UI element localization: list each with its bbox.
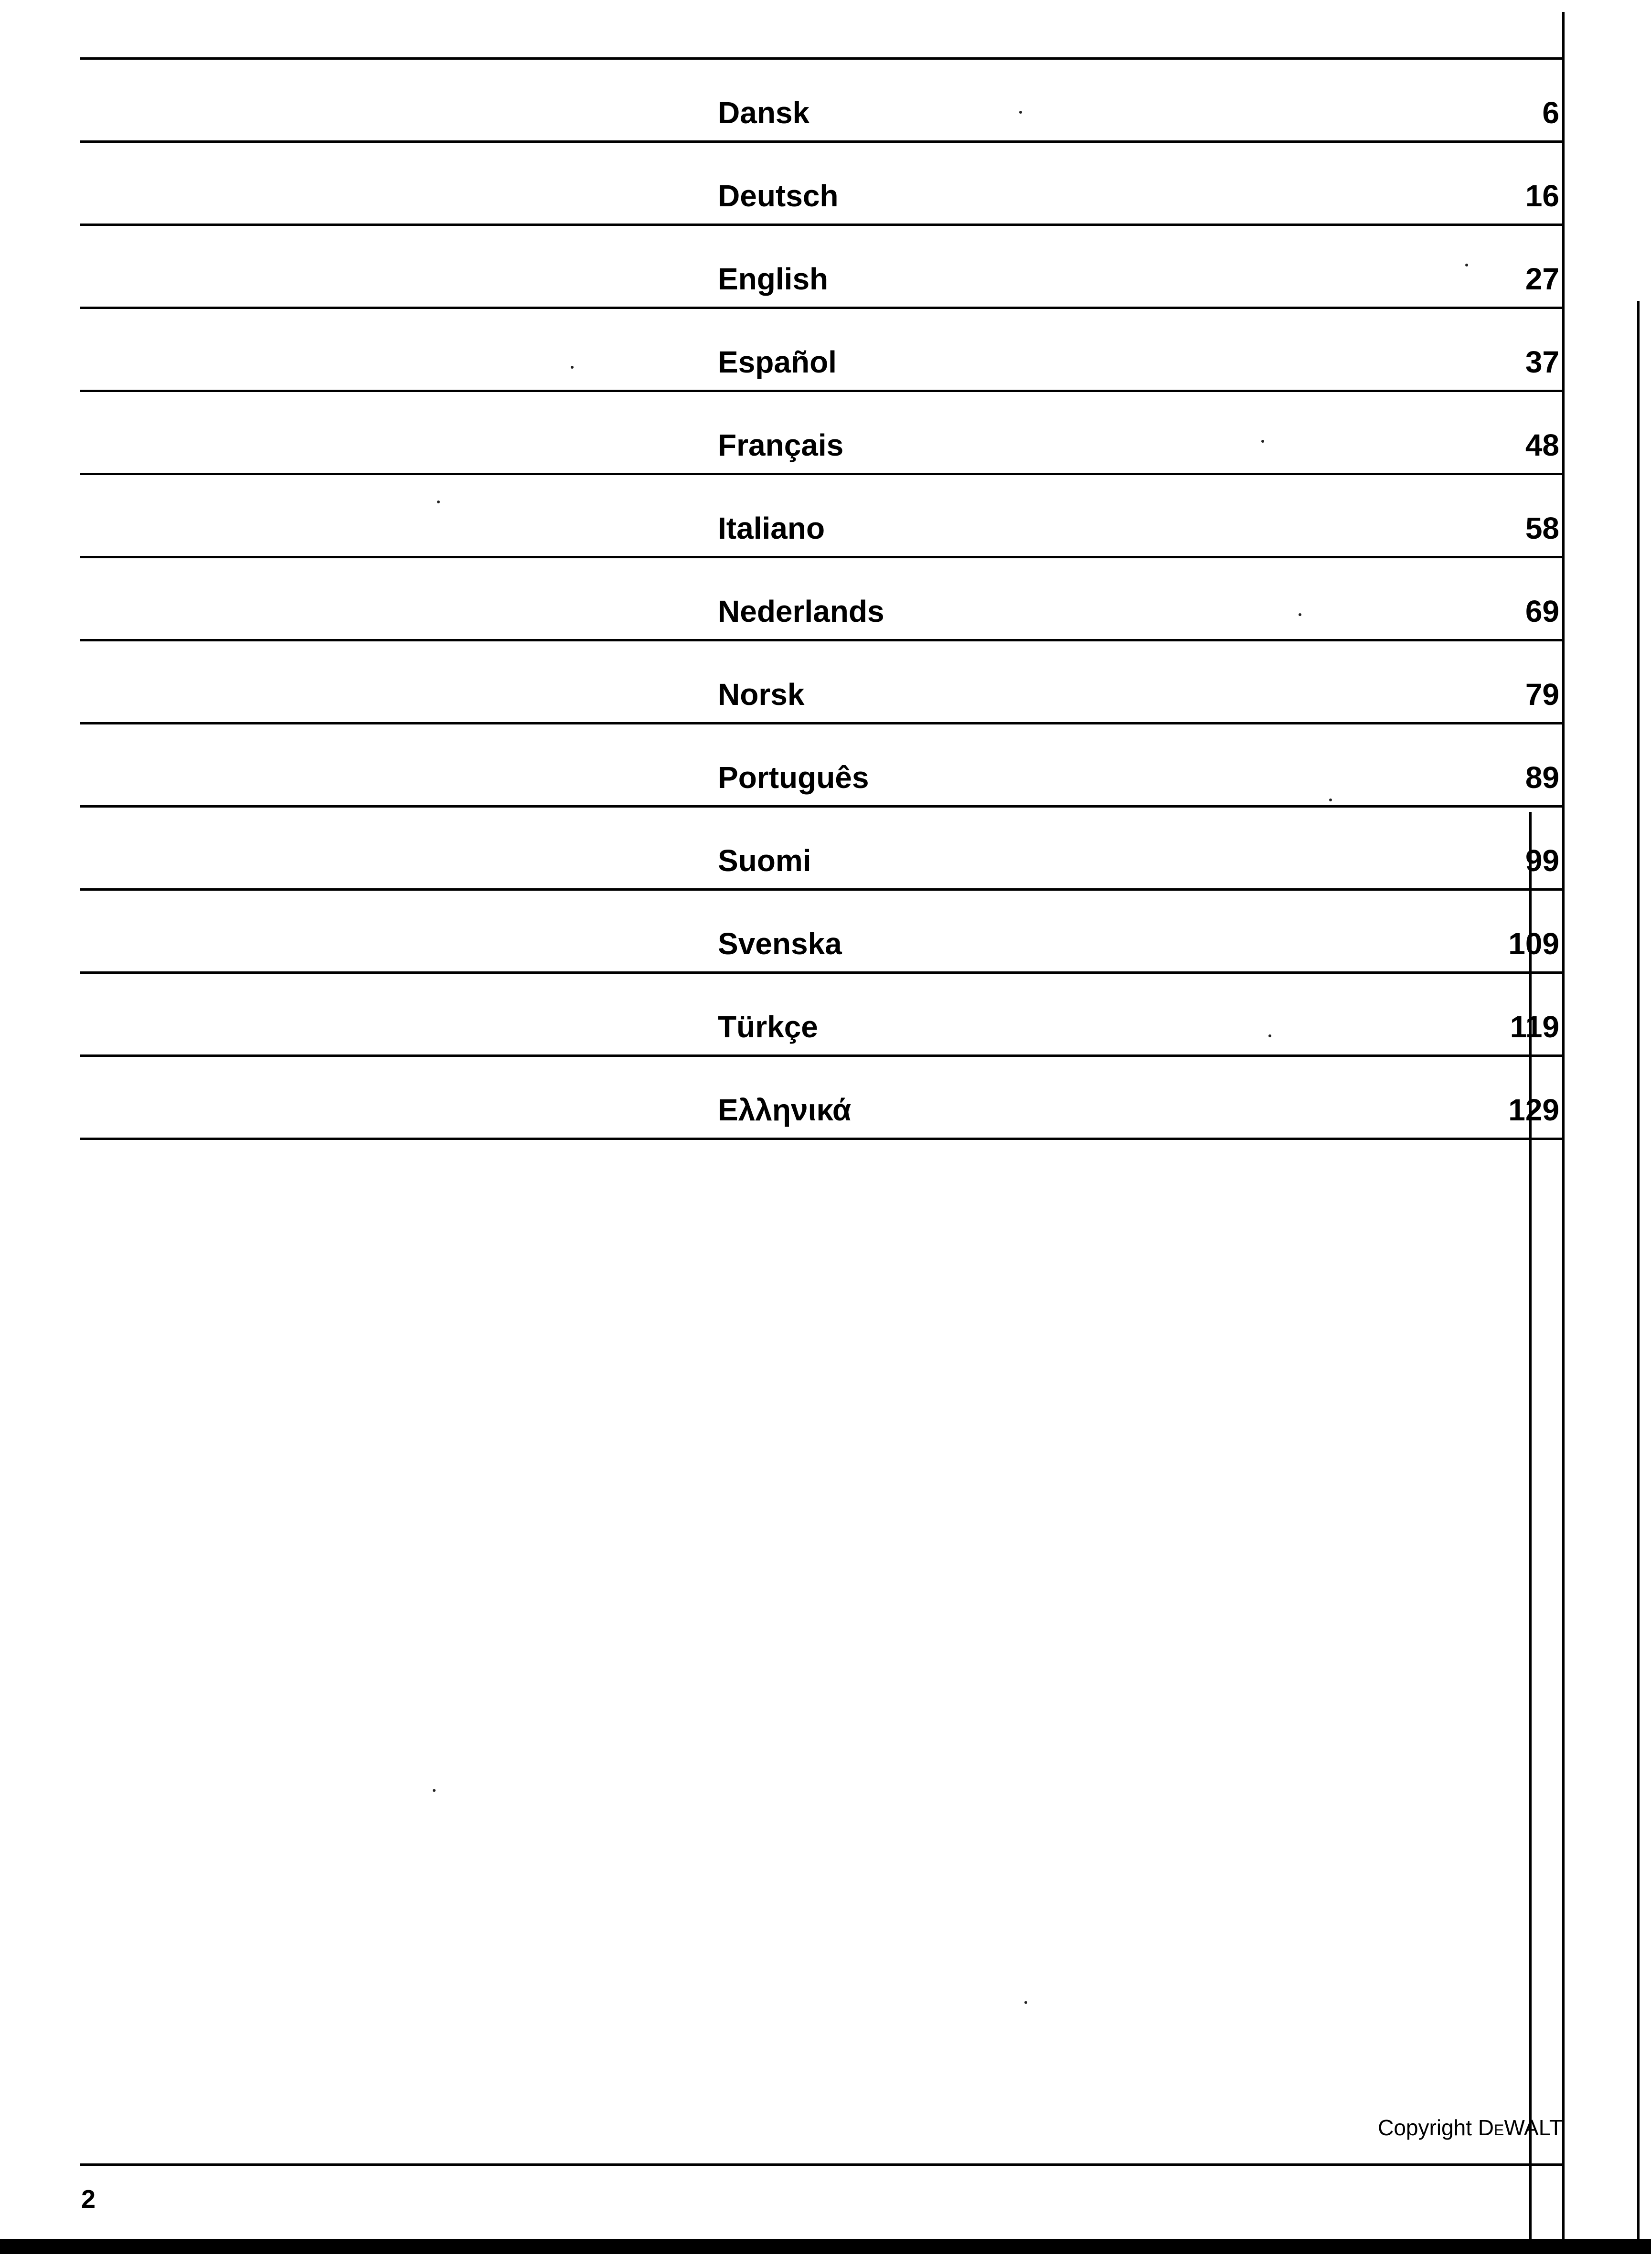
toc-page-number: 37	[1525, 345, 1559, 379]
toc-page-number: 119	[1510, 1010, 1559, 1044]
toc-row-rule	[80, 971, 1563, 974]
toc-row-rule	[80, 722, 1563, 724]
toc-page-number: 6	[1542, 96, 1559, 130]
scan-speck	[1268, 1034, 1271, 1037]
scan-speck	[433, 1789, 436, 1792]
toc-language: English	[718, 262, 829, 296]
toc-page-number: 27	[1525, 262, 1559, 296]
copyright-brand: DeWALT	[1478, 2115, 1563, 2140]
toc-language: Português	[718, 760, 869, 795]
toc-row-rule	[80, 805, 1563, 808]
toc-row-rule	[80, 307, 1563, 309]
toc-language: Suomi	[718, 843, 811, 878]
toc-row-rule	[80, 1054, 1563, 1057]
copyright-prefix: Copyright	[1378, 2115, 1478, 2140]
footer-divider	[80, 2163, 1563, 2166]
toc-top-rule	[80, 57, 1563, 60]
toc-language: Español	[718, 345, 837, 379]
toc-row-rule	[80, 556, 1563, 558]
toc-language: Italiano	[718, 511, 825, 545]
scan-speck	[1024, 2001, 1027, 2004]
scan-bottom-edge	[0, 2239, 1651, 2254]
page-number: 2	[81, 2185, 96, 2214]
toc-language: Deutsch	[718, 179, 839, 213]
toc-row-rule	[80, 140, 1563, 143]
toc-language: Ελληνικά	[718, 1093, 852, 1127]
toc-page-number: 109	[1508, 926, 1559, 961]
toc-page-number: 129	[1508, 1093, 1559, 1127]
toc-language: Norsk	[718, 677, 805, 712]
toc-row-rule	[80, 1138, 1563, 1140]
toc-row-rule	[80, 639, 1563, 641]
toc-page-number: 99	[1525, 843, 1559, 878]
scan-speck	[1465, 264, 1468, 266]
scan-speck	[1019, 111, 1022, 114]
scan-speck	[437, 500, 440, 503]
toc-row-rule	[80, 390, 1563, 392]
toc-language: Français	[718, 428, 844, 462]
toc-row-rule	[80, 473, 1563, 475]
toc-page-number: 79	[1525, 677, 1559, 712]
toc-row-rule	[80, 888, 1563, 891]
toc-language: Svenska	[718, 926, 842, 961]
right-outer-line	[1637, 301, 1640, 2240]
toc-page-number: 58	[1525, 511, 1559, 545]
toc-page-number: 48	[1525, 428, 1559, 462]
scan-speck	[1261, 440, 1264, 443]
scan-speck	[571, 366, 574, 369]
toc-page-number: 89	[1525, 760, 1559, 795]
copyright-notice	[1378, 2117, 1563, 2139]
toc-page-number: 69	[1525, 594, 1559, 628]
scan-speck	[1329, 799, 1332, 801]
toc-language: Nederlands	[718, 594, 884, 628]
toc-page-number: 16	[1525, 179, 1559, 213]
toc-language: Dansk	[718, 96, 810, 130]
toc-language: Türkçe	[718, 1010, 818, 1044]
toc-row-rule	[80, 224, 1563, 226]
scan-speck	[1299, 613, 1301, 616]
right-border-line	[1562, 12, 1565, 2242]
